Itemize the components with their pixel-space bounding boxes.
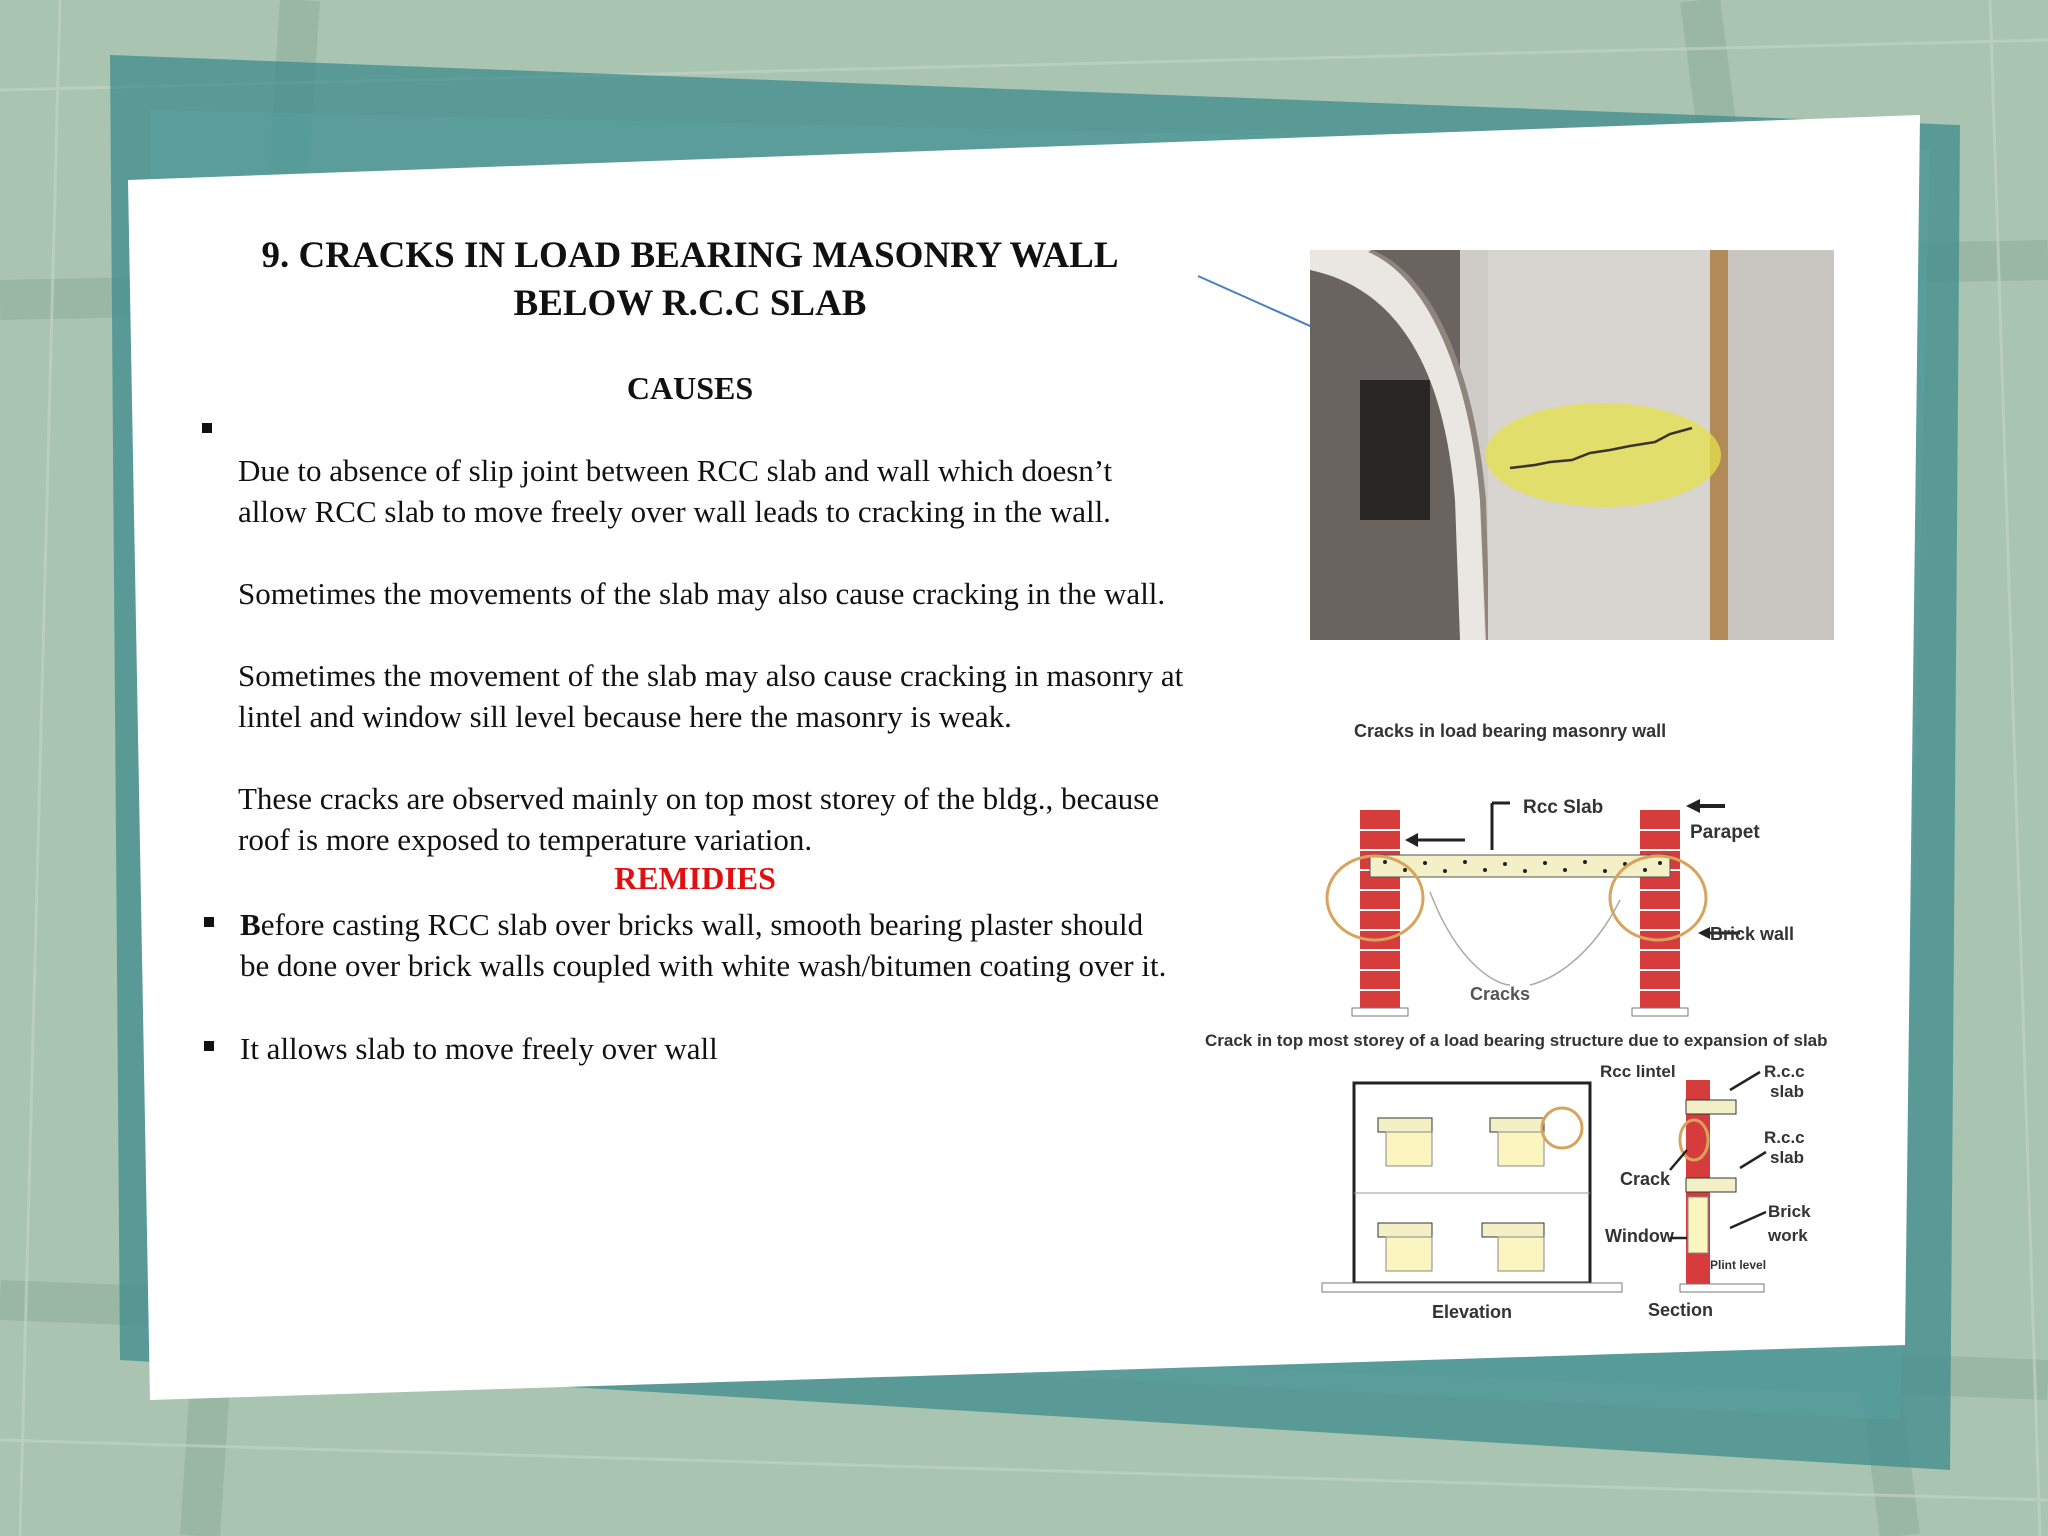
causes-heading: CAUSES [626, 370, 754, 406]
label-window: Window [1605, 1226, 1674, 1246]
bullet-icon [204, 1041, 214, 1051]
crack-diagram [1200, 700, 1848, 1330]
left-brick-column [1352, 810, 1408, 1016]
causes-paragraph-3: Sometimes the movement of the slab may also cause cracking in masonry at lintel and window sill level because here the masonry is weak. [238, 658, 1184, 734]
remedy-1-initial: B [240, 907, 261, 942]
label-rcc-slab-a-2: slab [1770, 1082, 1805, 1101]
remedy-item-2: It allows slab to move freely over wall [240, 1031, 718, 1066]
label-brick-work-1: Brick [1768, 1202, 1811, 1221]
label-parapet: Parapet [1690, 822, 1760, 843]
label-rcc-slab-b-1: R.c.c [1764, 1128, 1805, 1147]
label-rcc-slab-a-1: R.c.c [1764, 1062, 1805, 1081]
label-cracks: Cracks [1470, 984, 1531, 1004]
label-rcc-slab-b-2: slab [1770, 1148, 1805, 1167]
remedy-item-1 [240, 904, 1180, 986]
remedy-1-text: efore casting RCC slab over bricks wall, smooth bearing plaster should be done over brick walls coupled with white wash/bitumen coating over it. [240, 907, 1167, 983]
label-elevation: Elevation [1432, 1302, 1513, 1322]
slide-title-line-1: 9. CRACKS IN LOAD BEARING MASONRY WALL [261, 235, 1119, 276]
crack-photo [1310, 250, 1834, 640]
right-brick-column [1632, 810, 1688, 1016]
causes-paragraph-2: Sometimes the movements of the slab may also cause cracking in the wall. [238, 576, 1166, 611]
bullet-icon [202, 423, 212, 433]
label-plint-level: Plint level [1710, 1258, 1767, 1272]
bullet-icon [204, 917, 214, 927]
label-section: Section [1648, 1300, 1714, 1320]
label-brick-work-2: work [1768, 1226, 1808, 1245]
label-rcc-slab: Rcc Slab [1523, 797, 1604, 818]
diagram-caption-mid: Crack in top most storey of a load bearing structure due to expansion of slab [1205, 1031, 1828, 1050]
causes-paragraph-1: Due to absence of slip joint between RCC slab and wall which doesn’t allow RCC slab to move freely over wall leads to cracking in the wall. [238, 453, 1113, 529]
causes-paragraph-4: These cracks are observed mainly on top most storey of the bldg., because roof is more exposed to temperature variation. [238, 781, 1160, 857]
label-brick-wall: Brick wall [1710, 924, 1795, 944]
label-rcc-lintel: Rcc lintel [1600, 1062, 1676, 1081]
label-crack: Crack [1620, 1169, 1671, 1189]
diagram-caption-top: Cracks in load bearing masonry wall [1354, 721, 1667, 741]
remedies-heading: REMIDIES [614, 860, 776, 896]
slide-title-line-2: BELOW R.C.C SLAB [513, 283, 867, 324]
